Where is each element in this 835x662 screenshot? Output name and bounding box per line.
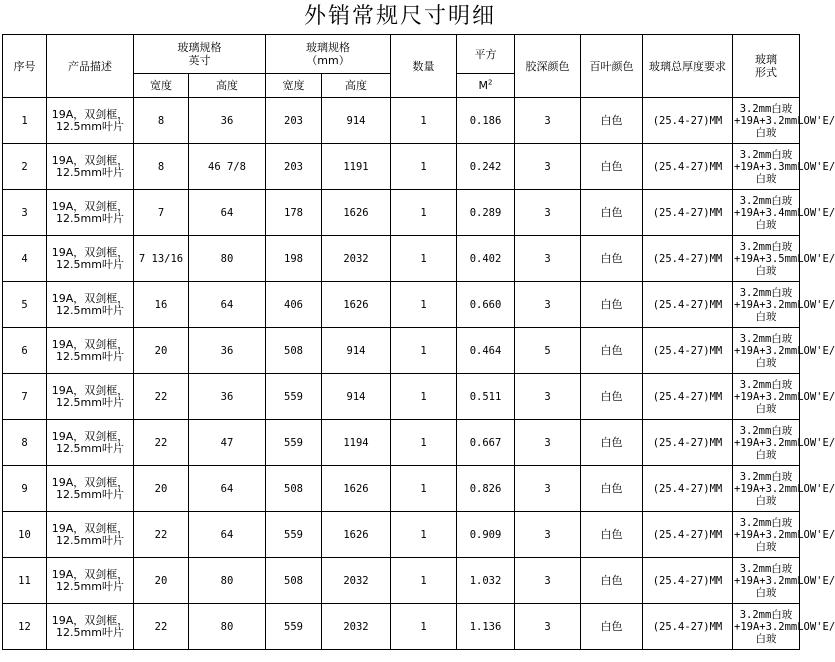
cell-glass-form[interactable]: 3.2mm白玻+19A+3.2mmLOW'E/白玻 xyxy=(733,466,800,512)
cell-glue-color[interactable]: 3 xyxy=(515,466,581,512)
cell-width-mm[interactable]: 178 xyxy=(266,190,322,236)
cell-seq[interactable]: 8 xyxy=(3,420,47,466)
cell-blind-color[interactable]: 白色 xyxy=(581,236,643,282)
cell-height-in[interactable]: 36 xyxy=(189,374,266,420)
cell-area[interactable]: 1.032 xyxy=(457,558,515,604)
area-unit-base: M xyxy=(478,79,489,92)
cell-height-in[interactable]: 36 xyxy=(189,328,266,374)
header-area[interactable]: 平方 xyxy=(457,35,515,74)
cell-width-mm[interactable]: 559 xyxy=(266,512,322,558)
cell-width-in[interactable]: 20 xyxy=(134,466,189,512)
cell-seq[interactable]: 9 xyxy=(3,466,47,512)
cell-seq[interactable]: 5 xyxy=(3,282,47,328)
table-row xyxy=(3,420,800,466)
cell-quantity[interactable]: 1 xyxy=(391,558,457,604)
cell-height-in[interactable]: 46 7/8 xyxy=(189,144,266,190)
cell-blind-color[interactable]: 白色 xyxy=(581,98,643,144)
table-row xyxy=(3,98,800,144)
cell-seq[interactable]: 12 xyxy=(3,604,47,650)
cell-width-mm[interactable]: 508 xyxy=(266,466,322,512)
cell-quantity[interactable]: 1 xyxy=(391,604,457,650)
cell-width-mm[interactable]: 198 xyxy=(266,236,322,282)
cell-glass-form[interactable]: 3.2mm白玻+19A+3.5mmLOW'E/白玻 xyxy=(733,236,800,282)
cell-seq[interactable]: 3 xyxy=(3,190,47,236)
header-quantity[interactable]: 数量 xyxy=(391,35,457,98)
header-glue-color[interactable]: 胶深颜色 xyxy=(515,35,581,98)
header-height-mm[interactable]: 高度 xyxy=(322,74,391,98)
cell-height-in[interactable]: 36 xyxy=(189,98,266,144)
cell-blind-color[interactable]: 白色 xyxy=(581,374,643,420)
cell-height-in[interactable]: 80 xyxy=(189,604,266,650)
cell-area[interactable]: 0.242 xyxy=(457,144,515,190)
table-row xyxy=(3,604,800,650)
header-blind-color[interactable]: 百叶颜色 xyxy=(581,35,643,98)
cell-width-mm[interactable]: 559 xyxy=(266,420,322,466)
header-width-mm[interactable]: 宽度 xyxy=(266,74,322,98)
cell-glue-color[interactable]: 3 xyxy=(515,144,581,190)
cell-width-mm[interactable]: 203 xyxy=(266,98,322,144)
cell-glass-form[interactable]: 3.2mm白玻+19A+3.2mmLOW'E/白玻 xyxy=(733,282,800,328)
header-row-1 xyxy=(3,35,800,74)
cell-height-mm[interactable]: 1626 xyxy=(322,282,391,328)
cell-area[interactable]: 0.186 xyxy=(457,98,515,144)
cell-blind-color[interactable]: 白色 xyxy=(581,420,643,466)
cell-area[interactable]: 0.464 xyxy=(457,328,515,374)
cell-glue-color[interactable]: 3 xyxy=(515,420,581,466)
header-inch-line2: 英寸 xyxy=(188,54,211,67)
cell-width-in[interactable]: 22 xyxy=(134,420,189,466)
cell-width-in[interactable]: 22 xyxy=(134,374,189,420)
cell-height-mm[interactable]: 2032 xyxy=(322,236,391,282)
cell-glue-color[interactable]: 3 xyxy=(515,558,581,604)
cell-width-mm[interactable]: 203 xyxy=(266,144,322,190)
header-seq[interactable]: 序号 xyxy=(3,35,47,98)
header-mm-group[interactable] xyxy=(266,35,391,74)
header-form-line2: 形式 xyxy=(755,66,777,79)
cell-height-mm[interactable]: 914 xyxy=(322,98,391,144)
cell-glue-color[interactable]: 3 xyxy=(515,374,581,420)
cell-thickness-req[interactable]: (25.4-27)MM xyxy=(643,512,733,558)
cell-height-mm[interactable]: 1191 xyxy=(322,144,391,190)
cell-seq[interactable]: 4 xyxy=(3,236,47,282)
cell-product-desc[interactable]: 19A，双剑框，12.5mm叶片 xyxy=(47,144,134,190)
cell-product-desc[interactable]: 19A，双剑框，12.5mm叶片 xyxy=(47,512,134,558)
table-row xyxy=(3,466,800,512)
cell-thickness-req[interactable]: (25.4-27)MM xyxy=(643,236,733,282)
cell-area[interactable]: 0.511 xyxy=(457,374,515,420)
cell-quantity[interactable]: 1 xyxy=(391,374,457,420)
cell-width-mm[interactable]: 559 xyxy=(266,604,322,650)
cell-quantity[interactable]: 1 xyxy=(391,466,457,512)
cell-blind-color[interactable]: 白色 xyxy=(581,604,643,650)
cell-seq[interactable]: 1 xyxy=(3,98,47,144)
cell-product-desc[interactable]: 19A，双剑框，12.5mm叶片 xyxy=(47,558,134,604)
cell-width-in[interactable]: 7 xyxy=(134,190,189,236)
cell-product-desc[interactable]: 19A，双剑框，12.5mm叶片 xyxy=(47,466,134,512)
cell-thickness-req[interactable]: (25.4-27)MM xyxy=(643,282,733,328)
cell-seq[interactable]: 6 xyxy=(3,328,47,374)
cell-height-mm[interactable]: 2032 xyxy=(322,558,391,604)
table-row xyxy=(3,190,800,236)
cell-product-desc[interactable]: 19A，双剑框，12.5mm叶片 xyxy=(47,236,134,282)
header-glass-form[interactable] xyxy=(733,35,800,98)
cell-thickness-req[interactable]: (25.4-27)MM xyxy=(643,604,733,650)
cell-blind-color[interactable]: 白色 xyxy=(581,190,643,236)
cell-blind-color[interactable]: 白色 xyxy=(581,466,643,512)
cell-area[interactable]: 0.909 xyxy=(457,512,515,558)
cell-width-in[interactable]: 8 xyxy=(134,98,189,144)
cell-area[interactable]: 0.289 xyxy=(457,190,515,236)
cell-quantity[interactable]: 1 xyxy=(391,282,457,328)
cell-height-in[interactable]: 64 xyxy=(189,466,266,512)
table-row xyxy=(3,236,800,282)
area-unit-sup: 2 xyxy=(488,78,493,87)
cell-glue-color[interactable]: 3 xyxy=(515,512,581,558)
cell-seq[interactable]: 2 xyxy=(3,144,47,190)
cell-area[interactable]: 1.136 xyxy=(457,604,515,650)
cell-seq[interactable]: 10 xyxy=(3,512,47,558)
cell-width-in[interactable]: 20 xyxy=(134,328,189,374)
cell-width-mm[interactable]: 508 xyxy=(266,558,322,604)
cell-quantity[interactable]: 1 xyxy=(391,144,457,190)
cell-glass-form[interactable]: 3.2mm白玻+19A+3.4mmLOW'E/白玻 xyxy=(733,190,800,236)
cell-glue-color[interactable]: 5 xyxy=(515,328,581,374)
cell-seq[interactable]: 11 xyxy=(3,558,47,604)
cell-thickness-req[interactable]: (25.4-27)MM xyxy=(643,190,733,236)
cell-product-desc[interactable]: 19A，双剑框，12.5mm叶片 xyxy=(47,190,134,236)
cell-area[interactable]: 0.667 xyxy=(457,420,515,466)
cell-width-mm[interactable]: 559 xyxy=(266,374,322,420)
cell-width-in[interactable]: 20 xyxy=(134,558,189,604)
cell-thickness-req[interactable]: (25.4-27)MM xyxy=(643,374,733,420)
size-detail-table xyxy=(2,34,835,650)
cell-product-desc[interactable]: 19A，双剑框，12.5mm叶片 xyxy=(47,420,134,466)
header-thickness-req[interactable]: 玻璃总厚度要求 xyxy=(643,35,733,98)
header-area-unit[interactable] xyxy=(457,74,515,98)
cell-area[interactable]: 0.402 xyxy=(457,236,515,282)
cell-glass-form[interactable]: 3.2mm白玻+19A+3.3mmLOW'E/白玻 xyxy=(733,144,800,190)
cell-width-in[interactable]: 8 xyxy=(134,144,189,190)
cell-glass-form[interactable]: 3.2mm白玻+19A+3.2mmLOW'E/白玻 xyxy=(733,374,800,420)
cell-glass-form[interactable]: 3.2mm白玻+19A+3.2mmLOW'E/白玻 xyxy=(733,98,800,144)
cell-blind-color[interactable]: 白色 xyxy=(581,512,643,558)
cell-blind-color[interactable]: 白色 xyxy=(581,328,643,374)
cell-quantity[interactable]: 1 xyxy=(391,328,457,374)
cell-blind-color[interactable]: 白色 xyxy=(581,558,643,604)
cell-product-desc[interactable]: 19A，双剑框，12.5mm叶片 xyxy=(47,328,134,374)
header-inch-line1: 玻璃规格 xyxy=(177,41,222,54)
cell-area[interactable]: 0.826 xyxy=(457,466,515,512)
table-row xyxy=(3,512,800,558)
cell-glue-color[interactable]: 3 xyxy=(515,98,581,144)
cell-width-in[interactable]: 22 xyxy=(134,604,189,650)
cell-blind-color[interactable]: 白色 xyxy=(581,282,643,328)
cell-product-desc[interactable]: 19A，双剑框，12.5mm叶片 xyxy=(47,374,134,420)
cell-glue-color[interactable]: 3 xyxy=(515,282,581,328)
cell-height-mm[interactable]: 2032 xyxy=(322,604,391,650)
header-height-in[interactable]: 高度 xyxy=(189,74,266,98)
header-form-line1: 玻璃 xyxy=(755,53,777,66)
cell-height-in[interactable]: 80 xyxy=(189,236,266,282)
cell-glue-color[interactable]: 3 xyxy=(515,190,581,236)
table-body xyxy=(3,98,835,650)
cell-width-mm[interactable]: 508 xyxy=(266,328,322,374)
cell-blind-color[interactable]: 白色 xyxy=(581,144,643,190)
cell-thickness-req[interactable]: (25.4-27)MM xyxy=(643,420,733,466)
cell-glass-form[interactable]: 3.2mm白玻+19A+3.2mmLOW'E/白玻 xyxy=(733,558,800,604)
cell-quantity[interactable]: 1 xyxy=(391,236,457,282)
cell-product-desc[interactable]: 19A，双剑框，12.5mm叶片 xyxy=(47,98,134,144)
cell-height-in[interactable]: 64 xyxy=(189,282,266,328)
cell-height-mm[interactable]: 1626 xyxy=(322,190,391,236)
cell-thickness-req[interactable]: (25.4-27)MM xyxy=(643,144,733,190)
cell-width-mm[interactable]: 406 xyxy=(266,282,322,328)
cell-height-in[interactable]: 64 xyxy=(189,190,266,236)
cell-seq[interactable]: 7 xyxy=(3,374,47,420)
header-mm-line2: （mm） xyxy=(306,54,350,67)
cell-thickness-req[interactable]: (25.4-27)MM xyxy=(643,328,733,374)
table-row xyxy=(3,558,800,604)
cell-product-desc[interactable]: 19A，双剑框，12.5mm叶片 xyxy=(47,282,134,328)
cell-glue-color[interactable]: 3 xyxy=(515,604,581,650)
header-product-desc[interactable]: 产品描述 xyxy=(47,35,134,98)
header-width-in[interactable]: 宽度 xyxy=(134,74,189,98)
cell-glass-form[interactable]: 3.2mm白玻+19A+3.2mmLOW'E/白玻 xyxy=(733,420,800,466)
cell-glass-form[interactable]: 3.2mm白玻+19A+3.2mmLOW'E/白玻 xyxy=(733,328,800,374)
cell-glass-form[interactable]: 3.2mm白玻+19A+3.2mmLOW'E/白玻 xyxy=(733,512,800,558)
cell-height-in[interactable]: 80 xyxy=(189,558,266,604)
cell-height-mm[interactable]: 914 xyxy=(322,328,391,374)
cell-width-in[interactable]: 7 13/16 xyxy=(134,236,189,282)
header-inch-group[interactable] xyxy=(134,35,266,74)
cell-quantity[interactable]: 1 xyxy=(391,98,457,144)
cell-width-in[interactable]: 16 xyxy=(134,282,189,328)
cell-thickness-req[interactable]: (25.4-27)MM xyxy=(643,466,733,512)
cell-product-desc[interactable]: 19A，双剑框，12.5mm叶片 xyxy=(47,604,134,650)
cell-quantity[interactable]: 1 xyxy=(391,190,457,236)
cell-height-in[interactable]: 47 xyxy=(189,420,266,466)
table-row xyxy=(3,282,800,328)
cell-quantity[interactable]: 1 xyxy=(391,420,457,466)
cell-height-mm[interactable]: 1626 xyxy=(322,466,391,512)
cell-height-mm[interactable]: 1626 xyxy=(322,512,391,558)
cell-glue-color[interactable]: 3 xyxy=(515,236,581,282)
cell-height-mm[interactable]: 1194 xyxy=(322,420,391,466)
sheet-title: 外销常规尺寸明细 xyxy=(303,4,496,29)
table-row xyxy=(3,374,800,420)
cell-quantity[interactable]: 1 xyxy=(391,512,457,558)
header-mm-line1: 玻璃规格 xyxy=(306,41,350,54)
cell-area[interactable]: 0.660 xyxy=(457,282,515,328)
cell-glass-form[interactable]: 3.2mm白玻+19A+3.2mmLOW'E/白玻 xyxy=(733,604,800,650)
cell-height-mm[interactable]: 914 xyxy=(322,374,391,420)
table-row xyxy=(3,144,800,190)
cell-width-in[interactable]: 22 xyxy=(134,512,189,558)
table-row xyxy=(3,328,800,374)
cell-thickness-req[interactable]: (25.4-27)MM xyxy=(643,98,733,144)
cell-height-in[interactable]: 64 xyxy=(189,512,266,558)
cell-thickness-req[interactable]: (25.4-27)MM xyxy=(643,558,733,604)
